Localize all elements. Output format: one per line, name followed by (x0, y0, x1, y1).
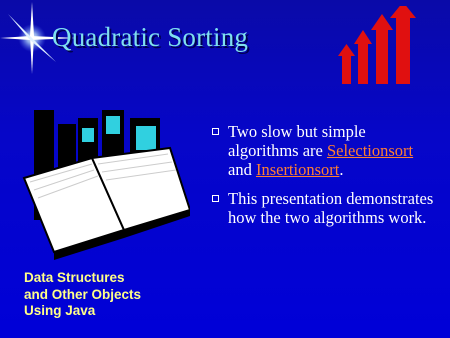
bullet-text: This presentation demonstrates how the two algorithms work. (228, 189, 434, 227)
bullet-list (212, 122, 437, 237)
bullet-text: and (228, 160, 256, 179)
books-icon (20, 102, 190, 262)
bullet-item (212, 122, 437, 179)
caption-line: and Other Objects (24, 286, 142, 302)
caption-line: Data Structures (24, 270, 125, 285)
bullet-text: . (339, 160, 344, 179)
slide-title: Quadratic Sorting (52, 22, 249, 52)
insertionsort-link[interactable]: Insertionsort (255, 160, 340, 179)
bullet-item (212, 189, 437, 227)
bullet-square-icon (212, 195, 219, 202)
selectionsort-link[interactable]: Selectionsort (326, 141, 414, 160)
bullet-text: Two slow but simple algorithms are (228, 122, 366, 160)
caption-line: Using Java (24, 303, 96, 318)
bullet-square-icon (212, 128, 219, 135)
rising-arrows-icon (336, 6, 426, 86)
book-caption (24, 270, 141, 320)
